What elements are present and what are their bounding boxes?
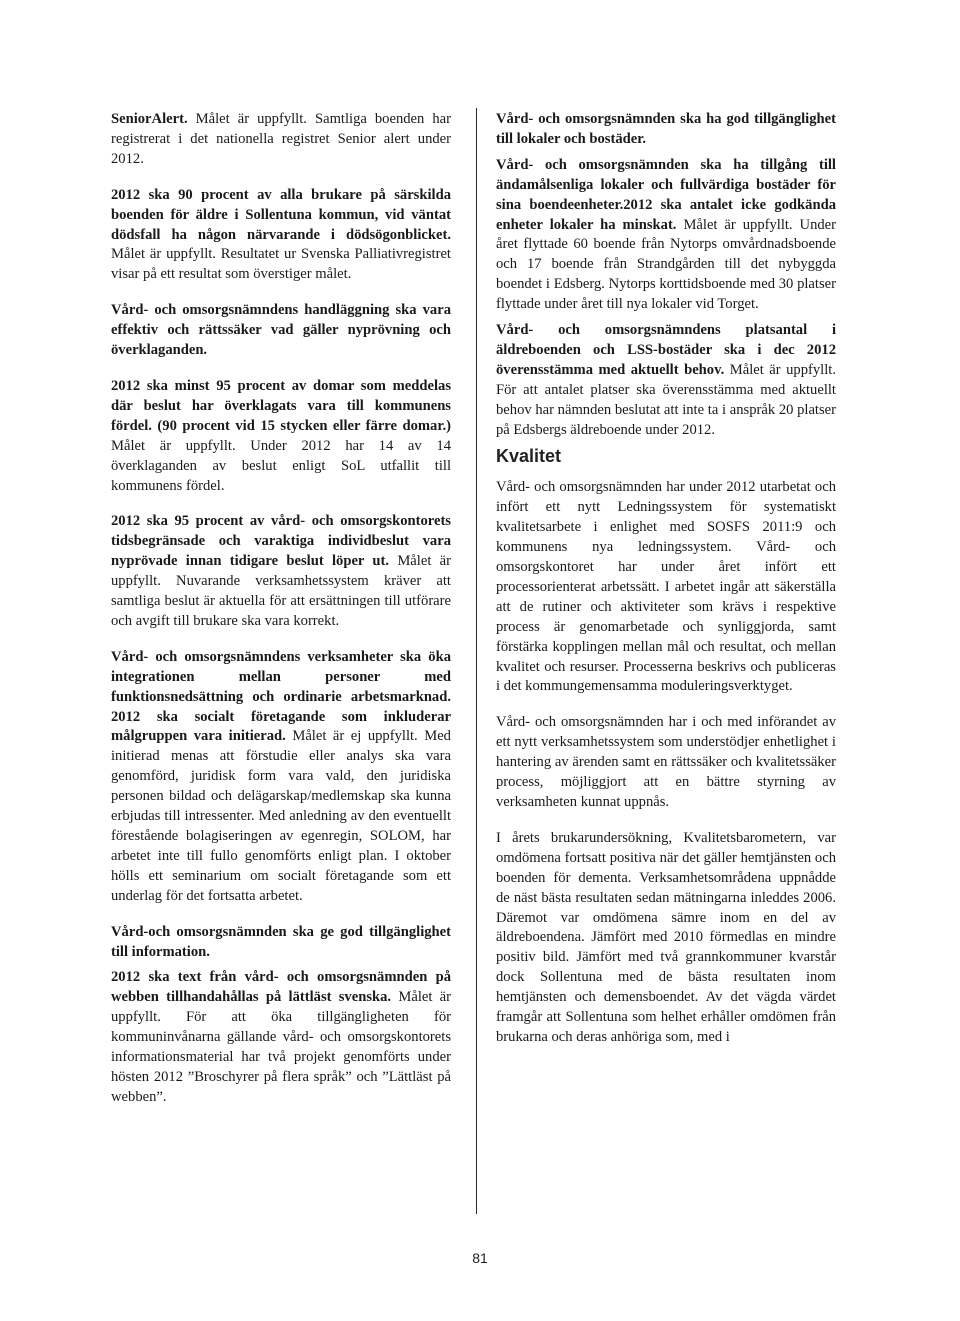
- paragraph-business-system: Vård- och omsorgsnämnden har i och med införandet av ett nytt verksamhetssystem som understödjer enhetlighet i hantering av ärenden samt en rättssäker och kvalitetssäker process, möjliggjort att en bättre styrning av verksamheten kunnat uppnås.: [496, 714, 836, 810]
- paragraph-information-goal: [111, 923, 451, 963]
- information-goal-heading: Vård-och omsorgsnämnden ska ge god tillgänglighet till information.: [111, 923, 451, 960]
- premises-heading: Vård- och omsorgsnämnden ska ha tillgång till ändamålsenliga lokaler och fullvärdiga bostäder för sina boendeenheter.2012 ska antalet icke godkända enheter lokaler ha minskat.: [496, 156, 836, 233]
- paragraph-senioralert: [111, 110, 451, 170]
- paragraph-accessibility-goal: [496, 110, 836, 150]
- premises-text: Målet är uppfyllt. Under året flyttade 60 boende från Nytorps omvårdnadsboende och 17 boende från Strandgården till det nybyggda boendet i Edsberg. Nytorps korttidsboende med 30 platser flyttade under året till nya lokaler vid Torget.: [496, 216, 837, 313]
- individual-decisions-heading: 2012 ska 95 procent av vård- och omsorgskontorets tidsbegränsade och varaktiga individbeslut vara nyprövade innan tidigare beslut löper ut.: [111, 513, 451, 570]
- easy-swedish-text: Målet är uppfyllt. För att öka tillgängligheten för kommuninvånarna gällande vård- och omsorgskontorets informationsmaterial har två projekt genomförts under hösten 2012 ”Broschyrer på flera språk” och ”Lättläst på webben”.: [111, 989, 452, 1105]
- paragraph-court-rulings: [111, 377, 451, 496]
- integration-heading: Vård- och omsorgsnämndens verksamheter ska öka integrationen mellan personer med funktionsnedsättning och ordinarie arbetsmarknad. 2012 ska socialt företagande som inkluderar målgruppen vara initierad.: [111, 648, 451, 745]
- accessibility-goal-heading: Vård- och omsorgsnämnden ska ha god tillgänglighet till lokaler och bostäder.: [496, 111, 836, 147]
- palliative-goal-heading: 2012 ska 90 procent av alla brukare på särskilda boenden för äldre i Sollentuna kommun, vid väntat dödsfall ha någon närvarande i dödsögonblicket.: [111, 186, 451, 243]
- senioralert-text: Målet är uppfyllt. Samtliga boenden har registrerat i det nationella registret Senior alert under 2012.: [111, 111, 451, 167]
- section-heading-kvalitet: Kvalitet: [496, 445, 562, 466]
- individual-decisions-text: Målet är uppfyllt. Nuvarande verksamhetssystem kräver att samtliga beslut är aktuella för att ersättningen till utförare och avgift till brukare ska vara korrekt.: [111, 553, 451, 629]
- place-count-heading: Vård- och omsorgsnämndens platsantal i äldreboenden och LSS-bostäder ska i dec 2012 överensstämma med aktuellt behov.: [496, 322, 836, 378]
- court-rulings-heading: 2012 ska minst 95 procent av domar som meddelas där beslut har överklagats vara till kommunens fördel. (90 procent vid 15 stycken eller färre domar.): [111, 377, 451, 434]
- column-divider: [476, 108, 477, 1214]
- paragraph-user-survey: I årets brukarundersökning, Kvalitetsbarometern, var omdömena fortsatt positiva när det gäller hemtjänsten och boenden för dementa. Verksamhetsområdena uppnådde de näst bästa resultaten sedan mätningarna inleddes 2006. Däremot var omdömena sämre inom en del av äldreboendena. Jämfört med 2010 förmedlas en mindre positiv bild. Jämfört med två grannkommuner kvarstår dock Sollentuna med de bästa resultaten inom hemtjänsten och demensboendet. Av det vägda värdet framgår att Sollentuna som helhet erhåller omdömen från brukarna och deras anhöriga som, med i: [496, 829, 836, 1045]
- left-column: [111, 110, 451, 1124]
- handling-goal-heading: Vård- och omsorgsnämndens handläggning ska vara effektiv och rättssäker vad gäller nyprövning och överklaganden.: [111, 302, 451, 359]
- paragraph-individual-decisions: [111, 512, 451, 631]
- paragraph-integration: [111, 648, 451, 907]
- integration-text: Målet är ej uppfyllt. Med initierad menas att förstudie eller analys ska vara genomförd, juridisk form vara vald, den juridiska personen bildad och delägarskap/medlemskap ska kunna erbjudas till intressenter. Med anledning av den eventuellt förestående bolagiseringen av egenregin, SOLOM, har arbetet inte till fullo genomförts enligt plan. I oktober hölls ett seminarium om socialt företagande som ett underlag för det fortsatta arbetet.: [111, 728, 451, 904]
- paragraph-palliative-goal: [111, 186, 451, 286]
- paragraph-handling-goal: [111, 301, 451, 361]
- paragraph-easy-swedish: [111, 968, 451, 1107]
- paragraph-premises: [496, 156, 836, 315]
- paragraph-place-count: [496, 321, 836, 440]
- senioralert-heading: SeniorAlert.: [111, 111, 188, 127]
- court-rulings-text: Målet är uppfyllt. Under 2012 har 14 av 14 överklaganden av beslut enligt SoL utfallit till kommunens fördel.: [111, 437, 451, 494]
- palliative-goal-text: Målet är uppfyllt. Resultatet ur Svenska Palliativregistret visar på ett resultat som överstiger målet.: [111, 246, 451, 283]
- place-count-text: Målet är uppfyllt. För att antalet platser ska överensstämma med aktuellt behov har nämnden beslutat att inte ta i anspråk 20 platser på Edsbergs äldreboende under 2012.: [496, 361, 836, 438]
- page-number: 81: [472, 1250, 488, 1266]
- paragraph-management-system: Vård- och omsorgsnämnden har under 2012 utarbetat och infört ett nytt Ledningssystem för systematiskt kvalitetsarbete i enlighet med SOSFS 2011:9 och kommunens nya ledningssystem. Vård- och omsorgskontoret har under året infört ett processorienterat arbetssätt. I arbetet ingår att säkerställa att de rutiner och aktiviteter som krävs i respektive process är genomarbetade och synliggjorda, samt förstärka kopplingen mellan mål och resultat, och mellan kvalitet och resurser. Processerna beskrivs och publiceras i det kommungemensamma moduleringsverktyget.: [496, 479, 836, 695]
- easy-swedish-heading: 2012 ska text från vård- och omsorgsnämnden på webben tillhandahållas på lättläst svenska.: [111, 969, 451, 1006]
- right-column: [496, 110, 836, 1064]
